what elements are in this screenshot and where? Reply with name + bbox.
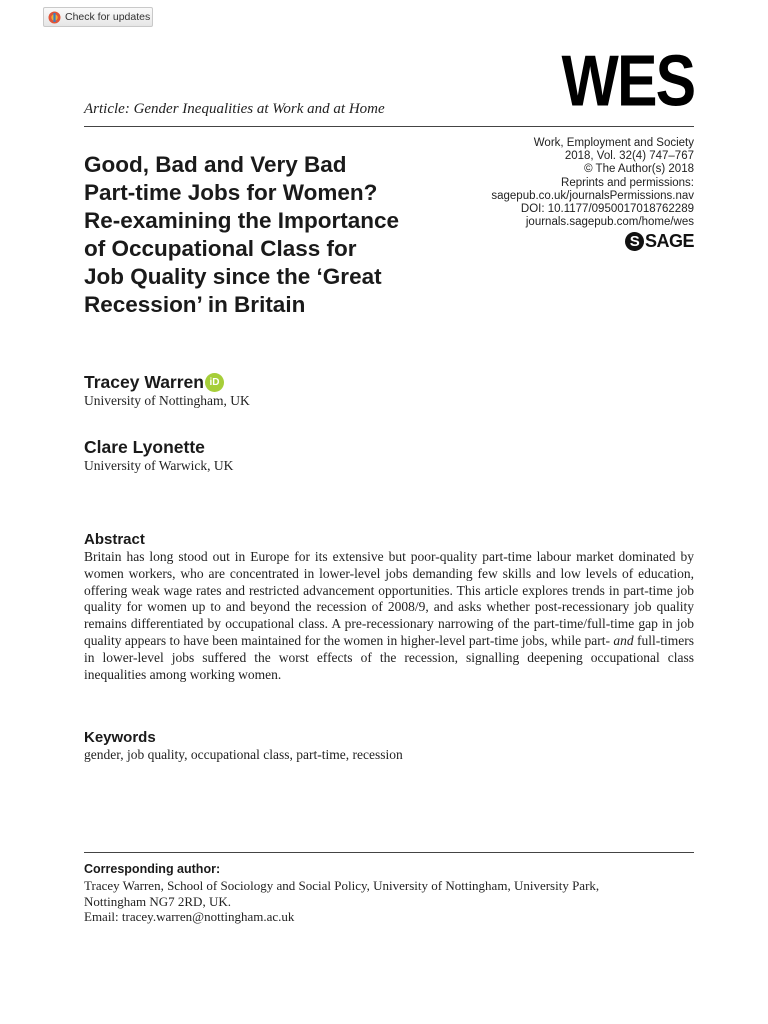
footer-divider xyxy=(84,852,694,853)
article-title xyxy=(84,151,504,319)
crossmark-icon xyxy=(48,11,61,24)
corresponding-email[interactable]: Email: tracey.warren@nottingham.ac.uk xyxy=(84,909,295,924)
publisher-name: SAGE xyxy=(644,231,694,251)
corresponding-author-label: Corresponding author: xyxy=(84,862,221,876)
author-affiliation: University of Nottingham, UK xyxy=(84,393,250,408)
copyright-line: © The Author(s) 2018 xyxy=(584,163,694,176)
journal-volume: 2018, Vol. 32(4) 747–767 xyxy=(564,150,694,163)
orcid-icon[interactable]: iD xyxy=(205,373,224,392)
corresponding-address: Tracey Warren, School of Sociology and Social Policy, University of Nottingham, University Park, xyxy=(84,878,600,893)
keywords-list: gender, job quality, occupational class, part-time, recession xyxy=(84,747,403,762)
author-name-text: Clare Lyonette xyxy=(84,437,205,457)
title-line: Recession’ in Britain xyxy=(84,292,306,317)
corresponding-postcode: Nottingham NG7 2RD, UK. xyxy=(84,893,231,909)
sage-logo-icon: S xyxy=(625,232,644,251)
abstract-emphasis: and xyxy=(613,632,634,648)
abstract-text-part: Britain has long stood out in Europe for its extensive but poor-quality part-time labour market dominated by women workers, who are concentrated in lower-level jobs demanding few skills and low levels of education, offering weak wage rates and restricted advancement opportunities. This article explores trends in part-time job quality for women up to and beyond the recession of 2008/9, and asks whether post-recessionary job quality remains differentiated by occupational class. A pre-recessionary narrowing of the part-time/full-time gap in job quality appears to have been maintained for the women in higher-level part-time jobs, while part- xyxy=(84,549,694,648)
check-for-updates-label: Check for updates xyxy=(65,11,151,23)
abstract-text-part: full-timers in lower-level jobs suffered the worst effects of the recession, signalling deepening occupational class inequalities among working women. xyxy=(84,632,694,682)
title-line: Job Quality since the ‘Great xyxy=(84,264,382,289)
check-for-updates-button[interactable] xyxy=(43,7,153,27)
title-line: Good, Bad and Very Bad xyxy=(84,152,347,177)
header-divider xyxy=(84,126,694,127)
title-line: Part-time Jobs for Women? xyxy=(84,180,378,205)
author-name xyxy=(84,437,205,458)
title-line: Re-examining the Importance xyxy=(84,208,400,233)
keywords-heading: Keywords xyxy=(84,729,156,746)
reprints-label: Reprints and permissions: xyxy=(561,176,694,189)
article-type: Article: Gender Inequalities at Work and at Home xyxy=(84,101,385,117)
abstract-heading: Abstract xyxy=(84,531,145,548)
journal-logo: WES xyxy=(561,39,694,121)
author-affiliation: University of Warwick, UK xyxy=(84,458,234,473)
corresponding-author-details xyxy=(84,878,694,925)
author-name xyxy=(84,372,224,393)
doi-link[interactable]: DOI: 10.1177/0950017018762289 xyxy=(520,203,694,216)
author-name-text: Tracey Warren xyxy=(84,372,204,392)
abstract-text xyxy=(84,549,694,683)
publisher-logo xyxy=(625,231,694,252)
journal-name: Work, Employment and Society xyxy=(533,137,694,149)
permissions-link[interactable]: sagepub.co.uk/journalsPermissions.nav xyxy=(491,189,694,202)
journal-homepage-link[interactable]: journals.sagepub.com/home/wes xyxy=(525,216,694,229)
title-line: of Occupational Class for xyxy=(84,236,357,261)
